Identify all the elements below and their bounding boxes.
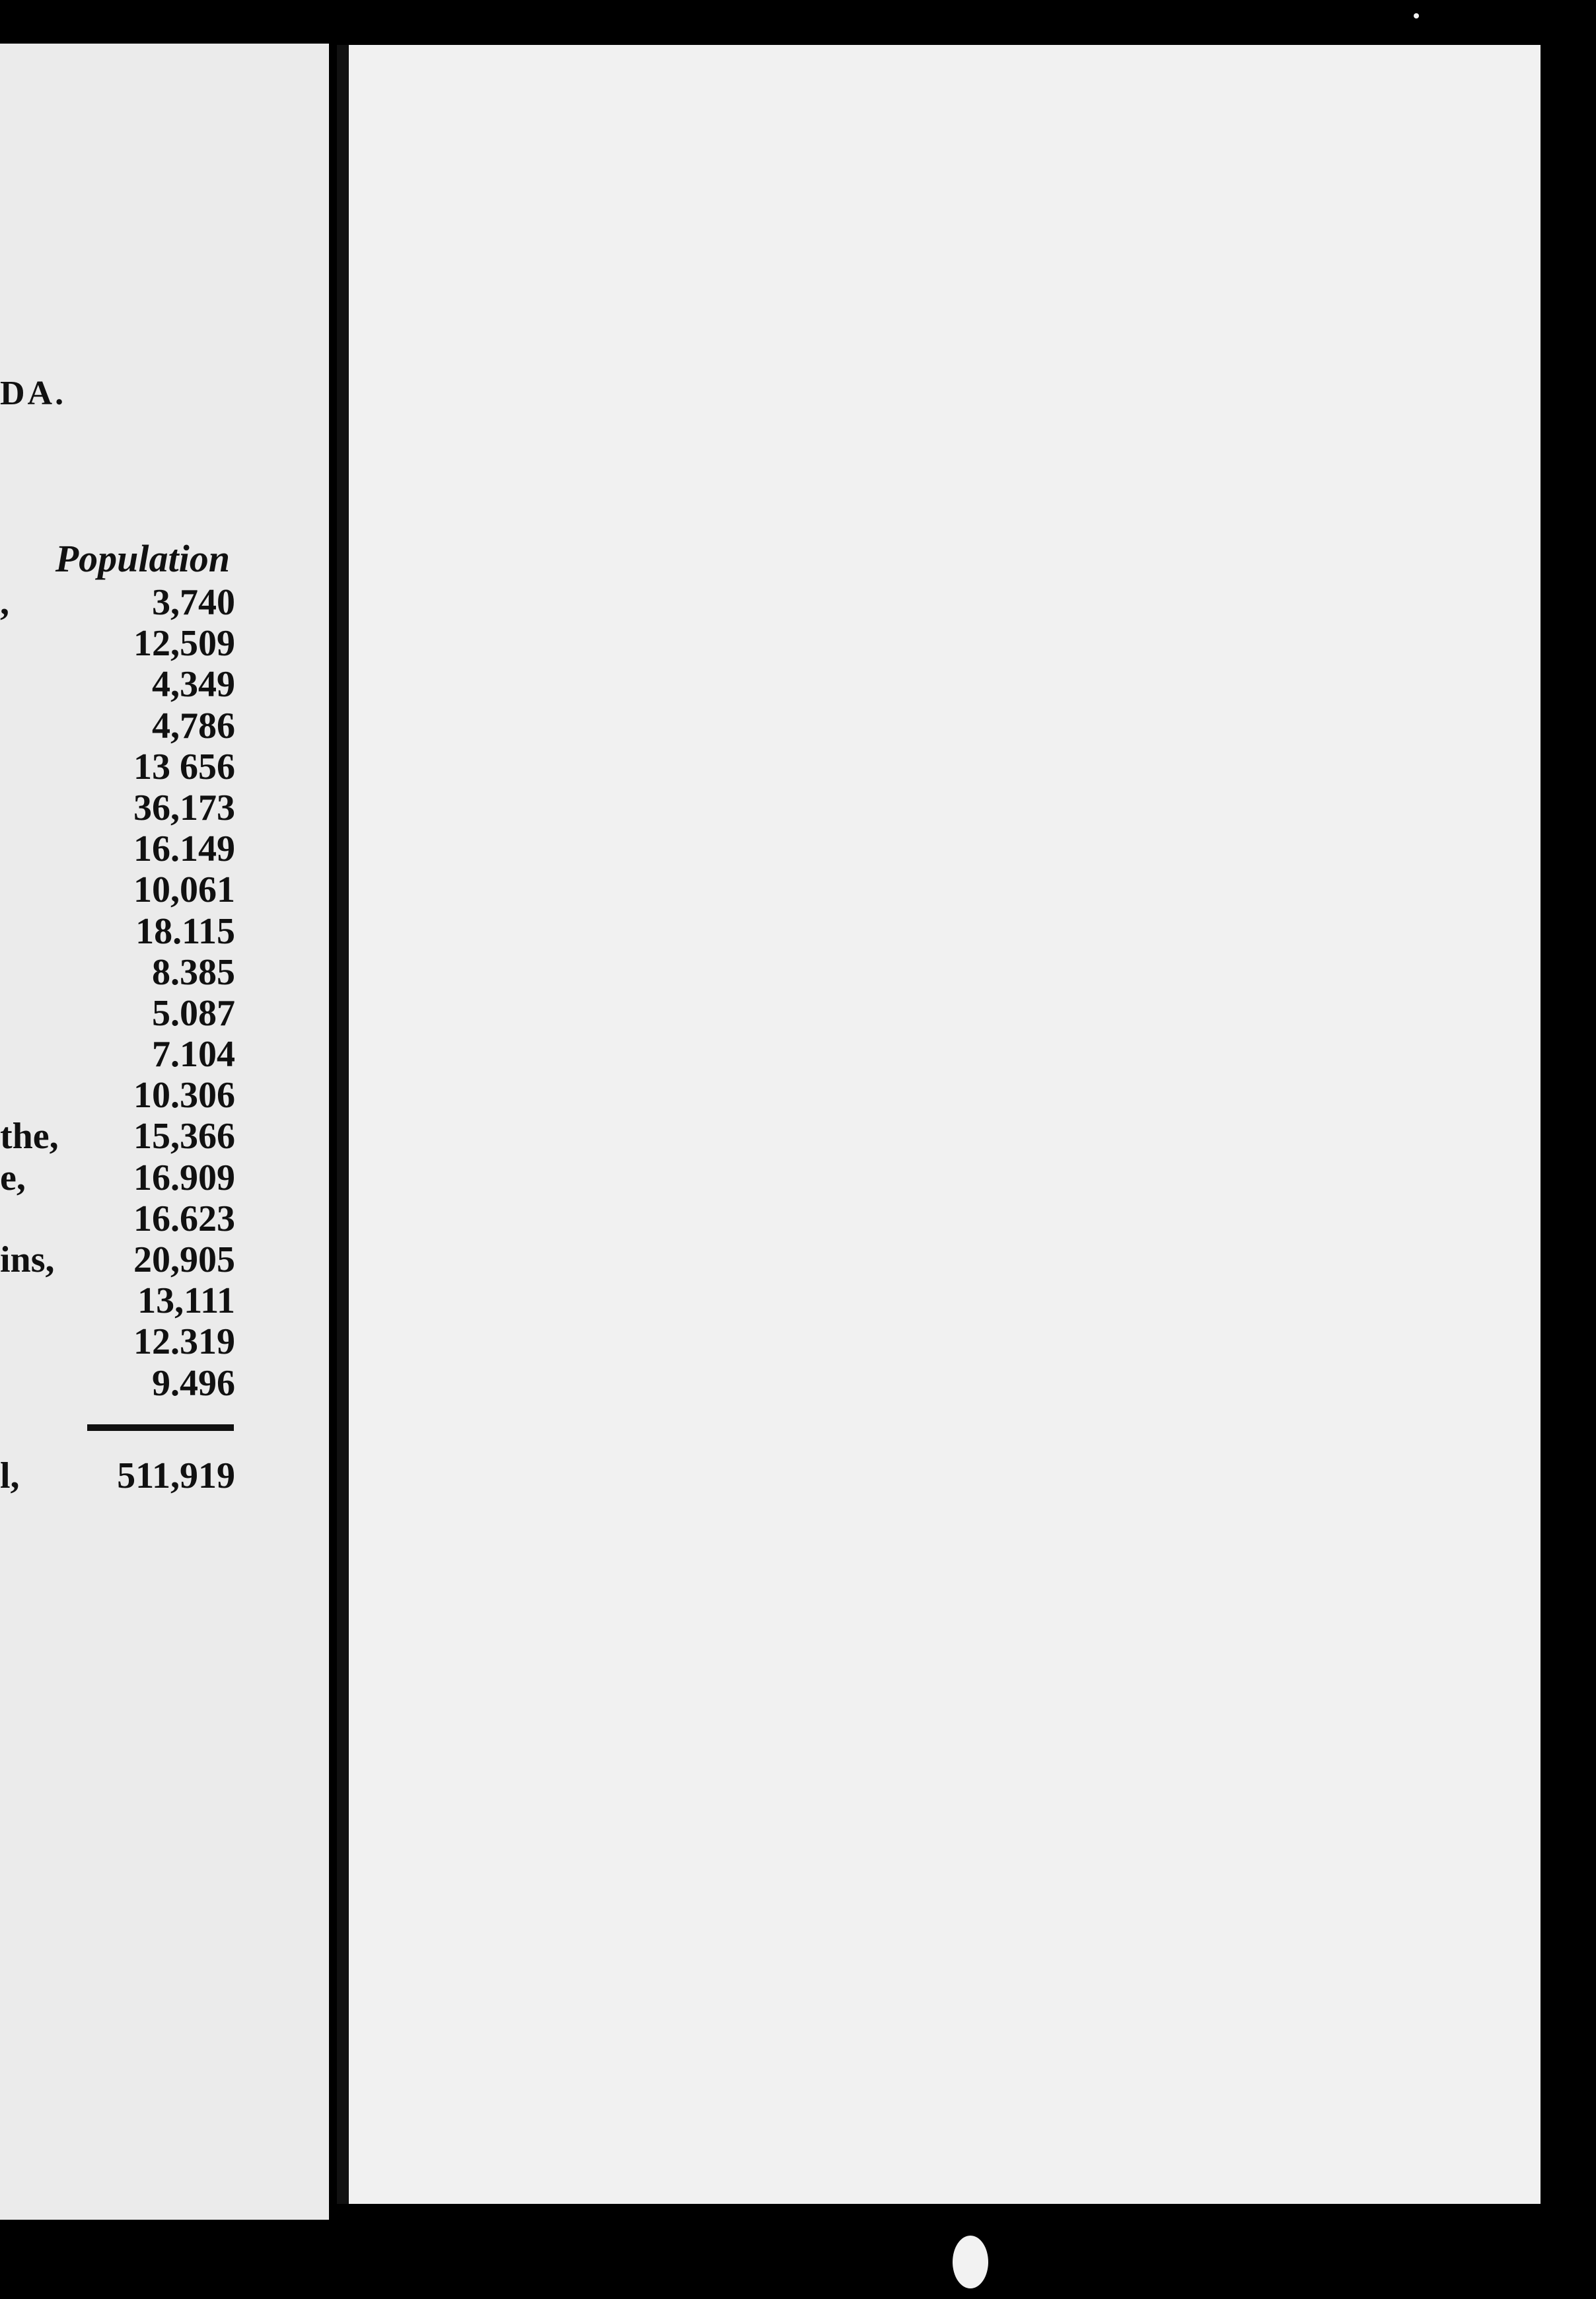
- row-value: 8.385: [152, 951, 235, 993]
- population-column-header: Population: [55, 537, 230, 580]
- top-speck: [1414, 13, 1419, 18]
- table-row: [0, 1074, 235, 1115]
- blank-right-page: [337, 45, 1541, 2204]
- table-row: [0, 1157, 235, 1198]
- heading-fragment: DA.: [0, 375, 67, 412]
- table-row: [0, 581, 235, 622]
- table-row: [0, 1198, 235, 1239]
- row-value: 4,349: [152, 664, 235, 706]
- table-row: [0, 705, 235, 746]
- row-value: 5.087: [152, 992, 235, 1034]
- row-name: ins,: [0, 1239, 55, 1280]
- total-label: l,: [0, 1455, 20, 1496]
- row-value: 20,905: [133, 1239, 235, 1280]
- left-page: [0, 44, 329, 2220]
- population-table: [0, 581, 235, 1403]
- table-row: [0, 622, 235, 663]
- row-value: 16.909: [133, 1157, 235, 1198]
- table-row: [0, 910, 235, 951]
- table-row: [0, 869, 235, 910]
- row-value: 13 656: [133, 746, 235, 787]
- table-row: [0, 1362, 235, 1403]
- row-value: 18.115: [135, 910, 235, 952]
- table-row: [0, 1115, 235, 1156]
- bottom-speck: [953, 2236, 988, 2288]
- table-row: [0, 746, 235, 787]
- row-value: 7.104: [152, 1034, 235, 1076]
- row-value: 10.306: [133, 1075, 235, 1116]
- total-rule: [87, 1424, 234, 1431]
- row-value: 10,061: [133, 869, 235, 911]
- total-row: [0, 1455, 235, 1496]
- row-value: 16.623: [133, 1198, 235, 1239]
- row-name: ,: [0, 582, 9, 623]
- table-row: [0, 663, 235, 704]
- row-value: 15,366: [133, 1116, 235, 1157]
- table-row: [0, 992, 235, 1033]
- table-row: [0, 1321, 235, 1362]
- row-name: the,: [0, 1116, 59, 1157]
- total-value: 511,919: [117, 1455, 235, 1496]
- table-row: [0, 951, 235, 992]
- table-row: [0, 1033, 235, 1074]
- row-name: e,: [0, 1157, 26, 1198]
- row-value: 12.319: [133, 1321, 235, 1363]
- table-row: [0, 1239, 235, 1280]
- row-value: 36,173: [133, 787, 235, 828]
- row-value: 12,509: [133, 623, 235, 665]
- table-row: [0, 787, 235, 828]
- table-row: [0, 1280, 235, 1321]
- row-value: 3,740: [152, 582, 235, 623]
- row-value: 16.149: [133, 828, 235, 870]
- row-value: 9.496: [152, 1362, 235, 1404]
- row-value: 4,786: [152, 705, 235, 747]
- row-value: 13,111: [137, 1280, 235, 1322]
- table-row: [0, 828, 235, 869]
